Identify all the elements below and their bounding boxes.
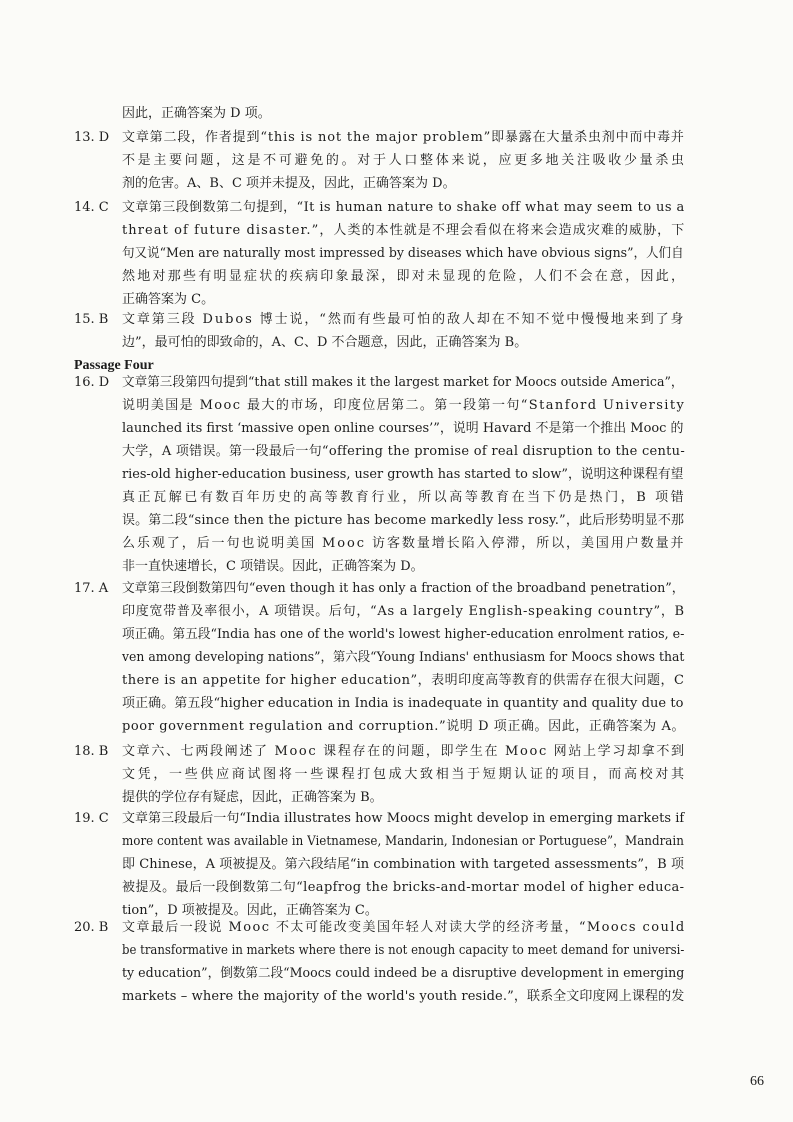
answer-number: 18. B	[74, 744, 109, 759]
explanation-line: 然地对那些有明显症状的疾病印象最深，即对未显现的危险，人们不会在意，因此，	[122, 269, 687, 284]
explanation-line: ven among developing nations”，第六段“Young Indians' enthusiasm for Moocs shows that	[122, 650, 685, 665]
explanation-line: 大学，A 项错误。第一段最后一句“offering the promise of real disruption to the centu-	[122, 444, 685, 459]
explanation-line: 文凭，一些供应商试图将一些课程打包成大致相当于短期认证的项目，而高校对其	[122, 767, 687, 782]
explanation-line: 文章第三段第四句提到“that still makes it the largest market for Moocs outside America”，	[122, 375, 684, 390]
explanation-line: 被提及。最后一段倒数第二句“leapfrog the bricks-and-mortar model of higher educa-	[122, 880, 685, 895]
explanation-line: markets – where the majority of the world's youth reside.”，联系全文印度网上课程的发	[122, 989, 685, 1004]
answer-number: 16. D	[74, 375, 110, 390]
explanation-line: 文章第三段倒数第二句提到，“It is human nature to shake off what may seem to us a	[122, 200, 685, 215]
explanation-line: 因此，正确答案为 D 项。	[122, 106, 271, 121]
explanation-line: 真正瓦解已有数百年历史的高等教育行业，所以高等教育在当下仍是热门，B 项错	[122, 490, 687, 505]
answer-number: 15. B	[74, 312, 109, 327]
explanation-line: ty education”，倒数第二段“Moocs could indeed be a disruptive development in emerging	[122, 966, 685, 981]
answer-number: 14. C	[74, 200, 109, 215]
explanation-line: 文章第三段 Dubos 博士说，“然而有些最可怕的敌人却在不知不觉中慢慢地来到了身	[122, 312, 686, 327]
explanation-line: 非一直快速增长，C 项错误。因此，正确答案为 D。	[122, 559, 424, 574]
explanation-line: 即 Chinese，A 项被提及。第六段结尾“in combination with targeted assessments”，B 项	[122, 857, 685, 872]
explanation-line: ries-old higher-education business, user growth has started to slow”，说明这种课程有望	[122, 467, 684, 482]
explanation-line: 文章最后一段说 Mooc 不太可能改变美国年轻人对读大学的经济考量，“Moocs could	[122, 920, 686, 935]
answer-number: 17. A	[74, 581, 109, 596]
explanation-line: 正确答案为 C。	[122, 292, 215, 307]
explanation-line: 边”，最可怕的即致命的，A、C、D 不合题意，因此，正确答案为 B。	[122, 335, 528, 350]
explanation-line: 不是主要问题，这是不可避免的。对于人口整体来说，应更多地关注吸收少量杀虫	[122, 153, 687, 168]
explanation-line: launched its first ‘massive open online courses’”，说明 Havard 不是第一个推出 Mooc 的	[122, 421, 684, 436]
explanation-line: 说明美国是 Mooc 最大的市场，印度位居第二。第一段第一句“Stanford University	[122, 398, 686, 413]
explanation-line: 误。第二段“since then the picture has become markedly less rosy.”，此后形势明显不那	[122, 513, 685, 528]
page-number: 66	[750, 1074, 764, 1089]
explanation-line: 提供的学位存有疑虑，因此，正确答案为 B。	[122, 790, 383, 805]
answer-number: 13. D	[74, 130, 110, 145]
explanation-line: threat of future disaster.”，人类的本性就是不理会看似在将来会造成灾难的威胁，下	[122, 223, 686, 238]
answer-number: 20. B	[74, 920, 109, 935]
explanation-line: 印度宽带普及率很小，A 项错误。后句，“As a largely English-speaking country”，B	[122, 604, 685, 619]
explanation-line: 句又说“Men are naturally most impressed by diseases which have obvious signs”，人们自	[122, 246, 684, 261]
explanation-line: 项正确。第五段“higher education in India is inadequate in quantity and quality due to	[122, 696, 684, 711]
answer-number: 19. C	[74, 811, 109, 826]
explanation-line: tion”，D 项被提及。因此，正确答案为 C。	[122, 903, 378, 918]
section-heading: Passage Four	[74, 358, 154, 373]
explanation-line: there is an appetite for higher education”，表明印度高等教育的供需存在很大问题，C	[122, 673, 685, 688]
explanation-line: 么乐观了，后一句也说明美国 Mooc 访客数量增长陷入停滞，所以，美国用户数量并	[122, 536, 686, 551]
explanation-line: 项正确。第五段“India has one of the world's lowest higher-education enrolment ratios, e-	[122, 627, 685, 642]
explanation-line: be transformative in markets where there is not enough capacity to meet demand for universi-	[122, 943, 685, 958]
explanation-line: 文章第二段，作者提到“this is not the major problem”即暴露在大量杀虫剂中而中毒并	[122, 130, 685, 145]
explanation-line: 文章第三段最后一句“India illustrates how Moocs might develop in emerging markets if	[122, 811, 685, 826]
explanation-line: 剂的危害。A、B、C 项并未提及，因此，正确答案为 D。	[122, 176, 456, 191]
explanation-line: 文章六、七两段阐述了 Mooc 课程存在的问题，即学生在 Mooc 网站上学习却拿不到	[122, 744, 686, 759]
explanation-line: more content was available in Vietnamese, Mandarin, Indonesian or Portuguese”，Mandrain	[122, 834, 684, 849]
explanation-line: 文章第三段倒数第四句“even though it has only a fraction of the broadband penetration”，	[122, 581, 685, 596]
explanation-line: poor government regulation and corruption.”说明 D 项正确。因此，正确答案为 A。	[122, 719, 686, 734]
